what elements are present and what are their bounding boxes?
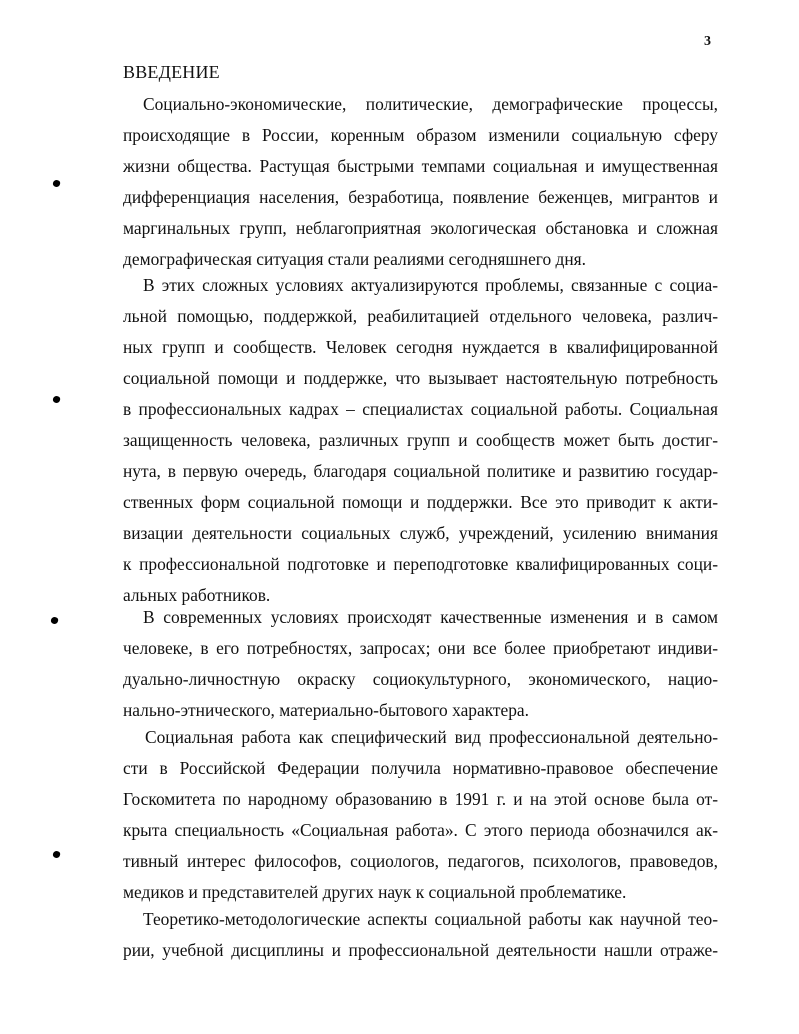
text-line: медиков и представителей других наук к социальной проблематике.: [123, 882, 627, 902]
text-line: человеке, в его потребностях, запросах; они все более приобретают индиви-: [123, 638, 718, 658]
page-number: 3: [704, 34, 711, 49]
text-line: дуально-личностную окраску социокультурного, экономического, нацио-: [123, 669, 718, 689]
text-line: ственных форм социальной помощи и поддержки. Все это приводит к акти-: [123, 492, 718, 512]
text-line: к профессиональной подготовке и переподготовке квалифицированных соци-: [123, 554, 718, 574]
text-line: защищенность человека, различных групп и сообществ может быть достиг-: [123, 430, 718, 450]
text-line: визации деятельности социальных служб, учреждений, усилению внимания: [123, 523, 718, 543]
text-line: В этих сложных условиях актуализируются проблемы, связанные с социа-: [143, 275, 718, 295]
text-line: в профессиональных кадрах – специалистах социальной работы. Социальная: [123, 399, 718, 419]
text-line: Теоретико-методологические аспекты социальной работы как научной тео-: [143, 909, 718, 929]
text-line: Госкомитета по народному образованию в 1991 г. и на этой основе была от-: [123, 789, 718, 809]
text-line: крыта специальность «Социальная работа». С этого периода обозначился ак-: [123, 820, 718, 840]
margin-dot: [52, 395, 61, 404]
section-heading: ВВЕДЕНИЕ: [123, 62, 220, 82]
text-line: Социально-экономические, политические, демографические процессы,: [143, 94, 718, 114]
margin-dot: [52, 850, 61, 859]
text-line: жизни общества. Растущая быстрыми темпами социальная и имущественная: [123, 156, 718, 176]
text-line: сти в Российской Федерации получила нормативно-правовое обеспечение: [123, 758, 718, 778]
text-line: нально-этнического, материально-бытового характера.: [123, 700, 530, 720]
text-line: альных работников.: [123, 585, 271, 605]
text-line: В современных условиях происходят качественные изменения и в самом: [143, 607, 718, 627]
margin-dot: [50, 616, 59, 625]
text-line: демографическая ситуация стали реалиями сегодняшнего дня.: [123, 249, 587, 269]
margin-dot: [52, 179, 61, 188]
text-line: тивный интерес философов, социологов, педагогов, психологов, правоведов,: [123, 851, 718, 871]
text-line: нута, в первую очередь, благодаря социальной политике и развитию государ-: [123, 461, 718, 481]
text-line: маргинальных групп, неблагоприятная экологическая обстановка и сложная: [123, 218, 718, 238]
text-line: льной помощью, поддержкой, реабилитацией отдельного человека, различ-: [123, 306, 718, 326]
text-line: дифференциация населения, безработица, появление беженцев, мигрантов и: [123, 187, 718, 207]
text-line: ных групп и сообществ. Человек сегодня нуждается в квалифицированной: [123, 337, 718, 357]
text-line: Социальная работа как специфический вид профессиональной деятельно-: [145, 727, 718, 747]
text-line: происходящие в России, коренным образом изменили социальную сферу: [123, 125, 718, 145]
text-line: рии, учебной дисциплины и профессиональной деятельности нашли отраже-: [123, 940, 718, 960]
text-line: социальной помощи и поддержке, что вызывает настоятельную потребность: [123, 368, 718, 388]
